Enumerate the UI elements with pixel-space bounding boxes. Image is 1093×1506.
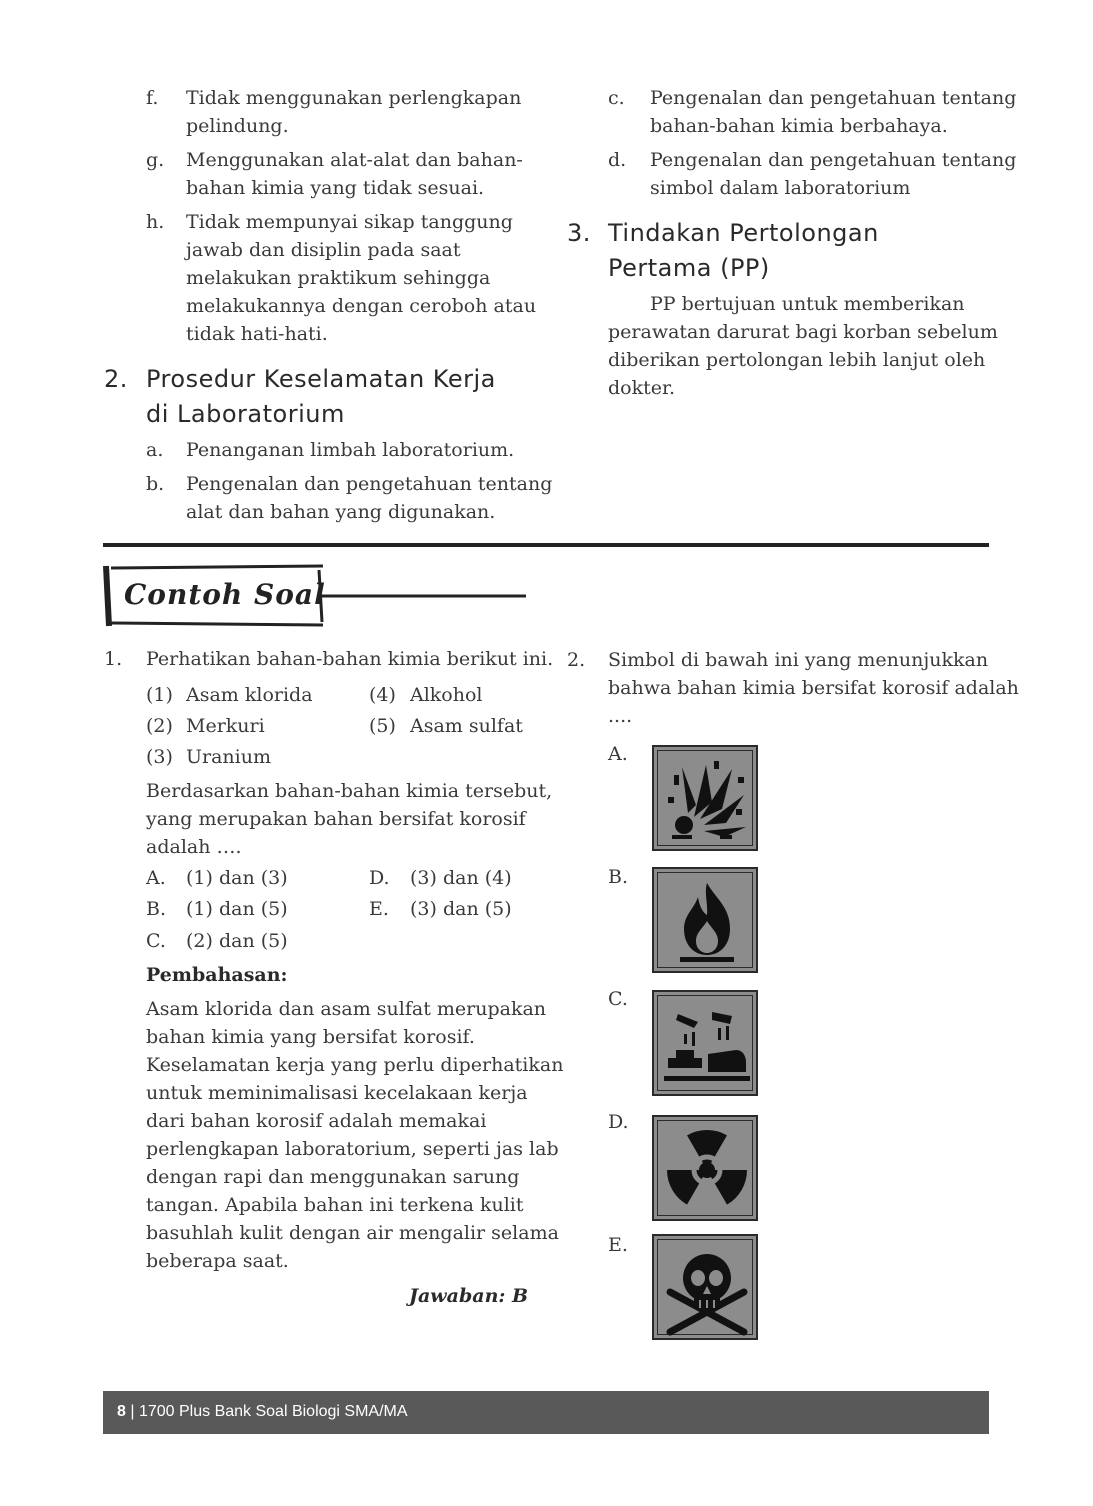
pembahasan-line: dengan rapi dan menggunakan sarung xyxy=(146,1166,520,1188)
answer-letter: A. xyxy=(146,867,166,889)
list-marker: f. xyxy=(146,87,159,109)
question-text-line: yang merupakan bahan bersifat korosif xyxy=(146,808,526,830)
answer-key: Jawaban: B xyxy=(409,1285,529,1307)
section-number: 2. xyxy=(104,365,128,393)
list-item-line: bahan kimia yang tidak sesuai. xyxy=(186,177,485,199)
list-marker: c. xyxy=(608,87,625,109)
option-number: (5) xyxy=(369,715,396,737)
pembahasan-line: tangan. Apabila bahan ini terkena kulit xyxy=(146,1194,524,1216)
list-item-line: bahan-bahan kimia berbahaya. xyxy=(650,115,948,137)
option-letter: E. xyxy=(608,1234,628,1256)
list-marker: d. xyxy=(608,149,627,171)
paragraph-line: diberikan pertolongan lebih lanjut oleh xyxy=(608,349,986,371)
pembahasan-line: Asam klorida dan asam sulfat merupakan xyxy=(146,998,547,1020)
section-title: Prosedur Keselamatan Kerja xyxy=(146,365,496,393)
paragraph-line: PP bertujuan untuk memberikan xyxy=(650,293,965,315)
explosive-icon xyxy=(652,745,758,851)
footer-text xyxy=(117,1402,408,1422)
option-number: (1) xyxy=(146,684,173,706)
pembahasan-line: beberapa saat. xyxy=(146,1250,289,1272)
option-letter: D. xyxy=(608,1111,629,1133)
pembahasan-label: Pembahasan: xyxy=(146,964,288,986)
option-text: Alkohol xyxy=(410,684,483,706)
list-marker: b. xyxy=(146,473,165,495)
question-stem-line: bahwa bahan kimia bersifat korosif adalah xyxy=(608,677,1019,699)
list-marker: a. xyxy=(146,439,164,461)
list-item-line: Penanganan limbah laboratorium. xyxy=(186,439,515,461)
list-item-line: Pengenalan dan pengetahuan tentang xyxy=(650,149,1017,171)
section-number: 3. xyxy=(567,219,591,247)
list-item-line: Tidak mempunyai sikap tanggung xyxy=(186,211,513,233)
toxic-icon xyxy=(652,1234,758,1340)
list-item-line: pelindung. xyxy=(186,115,289,137)
list-item-line: Tidak menggunakan perlengkapan xyxy=(186,87,522,109)
list-item-line: melakukan praktikum sehingga xyxy=(186,267,491,289)
list-marker: h. xyxy=(146,211,165,233)
option-number: (4) xyxy=(369,684,396,706)
option-text: Merkuri xyxy=(186,715,265,737)
list-item-line: jawab dan disiplin pada saat xyxy=(186,239,461,261)
list-item-line: Pengenalan dan pengetahuan tentang xyxy=(186,473,553,495)
option-letter: B. xyxy=(608,866,629,888)
page-number: 8 xyxy=(117,1403,126,1420)
question-text-line: adalah …. xyxy=(146,836,242,858)
question-stem: Perhatikan bahan-bahan kimia berikut ini. xyxy=(146,648,554,670)
list-item-line: simbol dalam laboratorium xyxy=(650,177,911,199)
option-text: Uranium xyxy=(186,746,271,768)
option-letter: A. xyxy=(608,743,628,765)
question-stem-line: .... xyxy=(608,705,633,727)
question-number: 1. xyxy=(104,648,123,670)
pembahasan-line: basuhlah kulit dengan air mengalir selama xyxy=(146,1222,559,1244)
option-letter: C. xyxy=(608,988,628,1010)
pembahasan-line: Keselamatan kerja yang perlu diperhatikan xyxy=(146,1054,564,1076)
list-item-line: Pengenalan dan pengetahuan tentang xyxy=(650,87,1017,109)
book-title: 1700 Plus Bank Soal Biologi SMA/MA xyxy=(138,1403,408,1420)
pembahasan-line: dari bahan korosif adalah memakai xyxy=(146,1110,487,1132)
flammable-icon xyxy=(652,867,758,973)
list-item-line: alat dan bahan yang digunakan. xyxy=(186,501,496,523)
footer-separator: | xyxy=(125,1403,139,1420)
answer-text: (2) dan (5) xyxy=(186,930,288,952)
option-number: (2) xyxy=(146,715,173,737)
list-item-line: tidak hati-hati. xyxy=(186,323,328,345)
option-text: Asam sulfat xyxy=(410,715,523,737)
section-title: Pertama (PP) xyxy=(608,254,770,282)
answer-text: (1) dan (5) xyxy=(186,898,288,920)
option-text: Asam klorida xyxy=(186,684,313,706)
pembahasan-line: untuk meminimalisasi kecelakaan kerja xyxy=(146,1082,528,1104)
answer-letter: E. xyxy=(369,898,389,920)
question-text-line: Berdasarkan bahan-bahan kimia tersebut, xyxy=(146,780,553,802)
paragraph-line: perawatan darurat bagi korban sebelum xyxy=(608,321,998,343)
list-item-line: melakukannya dengan ceroboh atau xyxy=(186,295,537,317)
pembahasan-line: perlengkapan laboratorium, seperti jas lab xyxy=(146,1138,559,1160)
answer-text: (1) dan (3) xyxy=(186,867,288,889)
answer-text: (3) dan (4) xyxy=(410,867,512,889)
answer-letter: C. xyxy=(146,930,166,952)
list-marker: g. xyxy=(146,149,165,171)
question-stem-line: Simbol di bawah ini yang menunjukkan xyxy=(608,649,989,671)
section-divider xyxy=(103,543,989,547)
corrosive-icon xyxy=(652,990,758,1096)
answer-letter: D. xyxy=(369,867,390,889)
question-number: 2. xyxy=(567,649,586,671)
section-title: Tindakan Pertolongan xyxy=(608,219,879,247)
section-title: di Laboratorium xyxy=(146,400,345,428)
answer-text: (3) dan (5) xyxy=(410,898,512,920)
option-number: (3) xyxy=(146,746,173,768)
list-item-line: Menggunakan alat-alat dan bahan- xyxy=(186,149,523,171)
pembahasan-line: bahan kimia yang bersifat korosif. xyxy=(146,1026,475,1048)
radioactive-icon xyxy=(652,1115,758,1221)
paragraph-line: dokter. xyxy=(608,377,676,399)
answer-letter: B. xyxy=(146,898,167,920)
contoh-soal-title: Contoh Soal xyxy=(124,578,326,611)
page-footer xyxy=(103,1391,989,1434)
